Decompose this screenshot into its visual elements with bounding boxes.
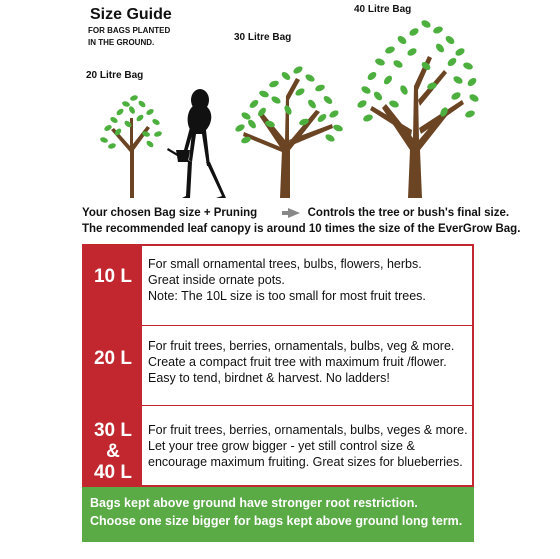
row-line: For fruit trees, berries, ornamentals, bulbs, veges & more. — [148, 423, 468, 437]
above-ground-note-banner — [82, 487, 474, 542]
bag-label-40: 40 Litre Bag — [354, 4, 412, 15]
size-table — [82, 244, 474, 487]
subtitle-line-1: FOR BAGS PLANTED — [88, 26, 171, 35]
size-label-10l: 10 L — [93, 266, 133, 287]
row-line: Easy to tend, birdnet & harvest. No ladders! — [148, 371, 390, 385]
row-line: Great inside ornate pots. — [148, 273, 285, 287]
subtitle-line-2: IN THE GROUND. — [88, 38, 155, 47]
small-tree-icon — [99, 94, 162, 198]
large-tree-icon — [356, 19, 480, 198]
row-divider — [142, 325, 472, 326]
row-line: Note: The 10L size is too small for most fruit trees. — [148, 289, 426, 303]
row-line: For small ornamental trees, bulbs, flowers, herbs. — [148, 257, 422, 271]
size-label-and: & — [106, 441, 120, 462]
size-label-40l: 40 L — [93, 462, 133, 483]
row-divider — [142, 405, 472, 406]
row-line: Let your tree grow bigger - yet still control size & — [148, 439, 415, 453]
medium-tree-icon — [234, 65, 344, 198]
footer-line-1: Bags kept above ground have stronger root restriction. — [90, 496, 418, 510]
size-row-10l-text — [148, 256, 468, 304]
caption-line-1 — [82, 207, 509, 219]
size-label-20l: 20 L — [93, 348, 133, 369]
row-line: For fruit trees, berries, ornamentals, bulbs, veg & more. — [148, 339, 455, 353]
footer-line-2: Choose one size bigger for bags kept above ground long term. — [90, 514, 463, 528]
page-title: Size Guide — [90, 6, 172, 23]
size-row-20l-text — [148, 338, 468, 386]
bag-label-20: 20 Litre Bag — [86, 70, 144, 81]
caption-line-2: The recommended leaf canopy is around 10 times the size of the EverGrow Bag. — [82, 223, 521, 235]
size-label-30l: 30 L — [93, 420, 133, 441]
row-line: encourage maximum fruiting. Great sizes for blueberries. — [148, 455, 463, 469]
bag-label-30: 30 Litre Bag — [234, 32, 292, 43]
size-row-30-40l-text — [148, 422, 468, 470]
arrow-right-icon — [288, 208, 300, 218]
tree-size-illustration — [0, 0, 560, 205]
caption-bag-pruning: Your chosen Bag size + Pruning — [82, 207, 258, 219]
person-silhouette-icon — [167, 89, 226, 198]
row-line: Create a compact fruit tree with maximum fruit /flower. — [148, 355, 447, 369]
caption-controls: Controls the tree or bush's final size. — [307, 207, 510, 219]
